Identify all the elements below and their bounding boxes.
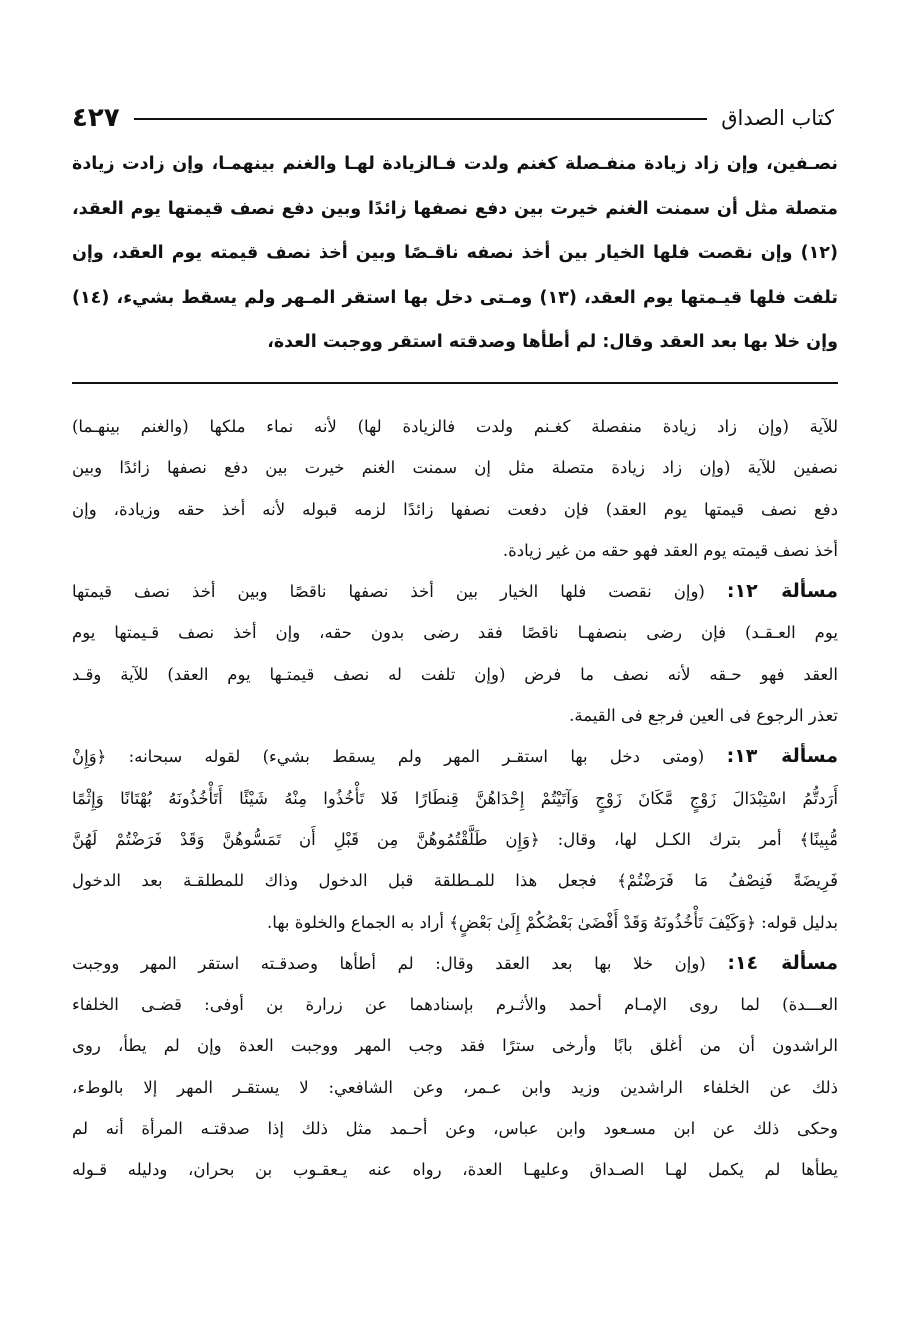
commentary-line: للآية (وإن زاد زيادة منفصلة كغـنم ولدت فالزيادة لها) لأنه نماء ملكها (والغنم بينهـما) (72, 417, 838, 436)
commentary-line: وحكى ذلك عن ابن مسـعود وابن عباس، وعن أحـمد مثل ذلك إذا صدقتـه المرأة أنه لم (72, 1119, 838, 1139)
commentary-line: تعذر الرجوع فى العين فرجع فى القيمة. (569, 706, 838, 726)
commentary-line: ذلك عن الخلفاء الراشدين وزيد وابن عـمر، وعن الشافعي: لا يستقـر المهر إلا بالوطء، (72, 1077, 838, 1097)
masala-12-first-line (72, 571, 838, 612)
commentary-line: دفع نصف قيمتها يوم العقد) فإن دفعت نصفها زائدًا لزمه قبوله لأنه أخذ حقه وزيادة، وإن (72, 499, 838, 519)
main-text-line: نصـفين، وإن زاد زيادة منفـصلة كغنم ولدت فـالزيادة لهـا والغنم بينهمـا، وإن زادت زيادة (72, 154, 838, 174)
main-text-line: وإن خلا بها بعد العقد وقال: لم أطأها وصدقته استقر ووجبت العدة، (267, 332, 838, 352)
main-text-line: (١٢) وإن نقصت فلها الخيار بين أخذ نصفه ناقـصًا وبين أخذ نصف قيمته يوم العقد، وإن (72, 243, 838, 263)
masala-13-label: مسألة ١٣: (726, 745, 838, 768)
commentary-line: نصفين للآية (وإن زاد زيادة متصلة مثل إن سمنت الغنم خيرت بين دفع نصفها زائدًا وبين (72, 458, 838, 478)
masala-12-label: مسألة ١٢: (726, 580, 838, 603)
main-text-line: تلفت فلها قيـمتها يوم العقد، (١٣) ومـتى دخل بها استقر المـهر ولم يسقط بشيء، (١٤) (72, 287, 838, 308)
chapter-title: كتاب الصداق (721, 106, 834, 130)
commentary-line: العـــدة) لما روى الإمـام أحمد والأثـرم بإسنادهما عن زرارة بن أوفى: قضـى الخلفاء (72, 995, 838, 1015)
masala-14-first-line (72, 943, 838, 984)
main-text-line: متصلة مثل أن سمنت الغنم خيرت بين دفع نصفها زائدًا وبين دفع نصف قيمتها يوم العقد، (72, 198, 838, 219)
commentary-line: يطأها لم يكمل لهـا الصـداق وعليهـا العدة، رواه عنه يـعقـوب بن بحران، ودليله قـوله (72, 1160, 838, 1180)
commentary-line: أخذ نصف قيمته يوم العقد فهو حقه من غير زيادة. (502, 540, 838, 560)
commentary-text: (وإن نقصت فلها الخيار بين أخذ نصفها ناقصًا وبين أخذ نصف قيمتها (72, 582, 705, 602)
commentary-line: العقد فهو حـقه لأنه نصف ما فرض (وإن تلفت له نصف قيمتـها يوم العقد) للآية وقـد (72, 664, 838, 684)
commentary-text: (وإن خلا بها بعد العقد وقال: لم أطأها وصدقـته استقر المهر ووجبت (72, 953, 706, 973)
masala-13-first-line (72, 736, 838, 777)
quran-verse-line: أَرَدتُّمُ اسْتِبْدَالَ زَوْجٍ مَّكَانَ زَوْجٍ وَآتَيْتُمْ إِحْدَاهُنَّ قِنطَارًا فَلا تَأْخُذُوا مِنْهُ شَيْئًا أَتَأْخُذُونَهُ بُهْتَانًا وَإِثْمًا (72, 788, 838, 808)
running-header (72, 98, 834, 138)
header-rule (134, 118, 708, 120)
masala-14-label: مسألة ١٤: (727, 951, 838, 974)
commentary-line: يوم العـقـد) فإن رضى بنصفهـا ناقصًا فقد رضى بدون حقه، وإن أخذ نصف قـيمتها يوم (72, 623, 838, 643)
commentary-line: مُّبِينًا﴾ أمر بترك الكـل لها، وقال: ﴿وَإِن طَلَّقْتُمُوهُنَّ مِن قَبْلِ أَن تَمَسُّوهُنَّ وَقَدْ فَرَضْتُمْ لَهُنَّ (72, 829, 838, 849)
main-text (72, 142, 838, 365)
commentary (72, 406, 838, 1191)
commentary-line: الراشدون أن من أغلق بابًا وأرخى سترًا فقد وجب المهر ووجبت العدة وإن لم يطأ، روى (72, 1036, 838, 1056)
commentary-line: فَرِيضَةً فَنِصْفُ مَا فَرَضْتُمْ﴾ فجعل هذا للمـطلقة قبل الدخول وذاك للمطلقـة بعد الدخول (72, 871, 838, 891)
commentary-line: بدليل قوله: ﴿وَكَيْفَ تَأْخُذُونَهُ وَقَدْ أَفْضَىٰ بَعْضُكُمْ إِلَىٰ بَعْضٍ﴾ أراد به الجماع والخلوة بها. (267, 912, 838, 932)
commentary-text: (ومتى دخل بها استقـر المهر ولم يسقط بشيء) لقوله سبحانه: ﴿وَإِنْ (72, 747, 705, 767)
section-divider (72, 382, 838, 384)
page-number: ٤٢٧ (72, 103, 120, 133)
